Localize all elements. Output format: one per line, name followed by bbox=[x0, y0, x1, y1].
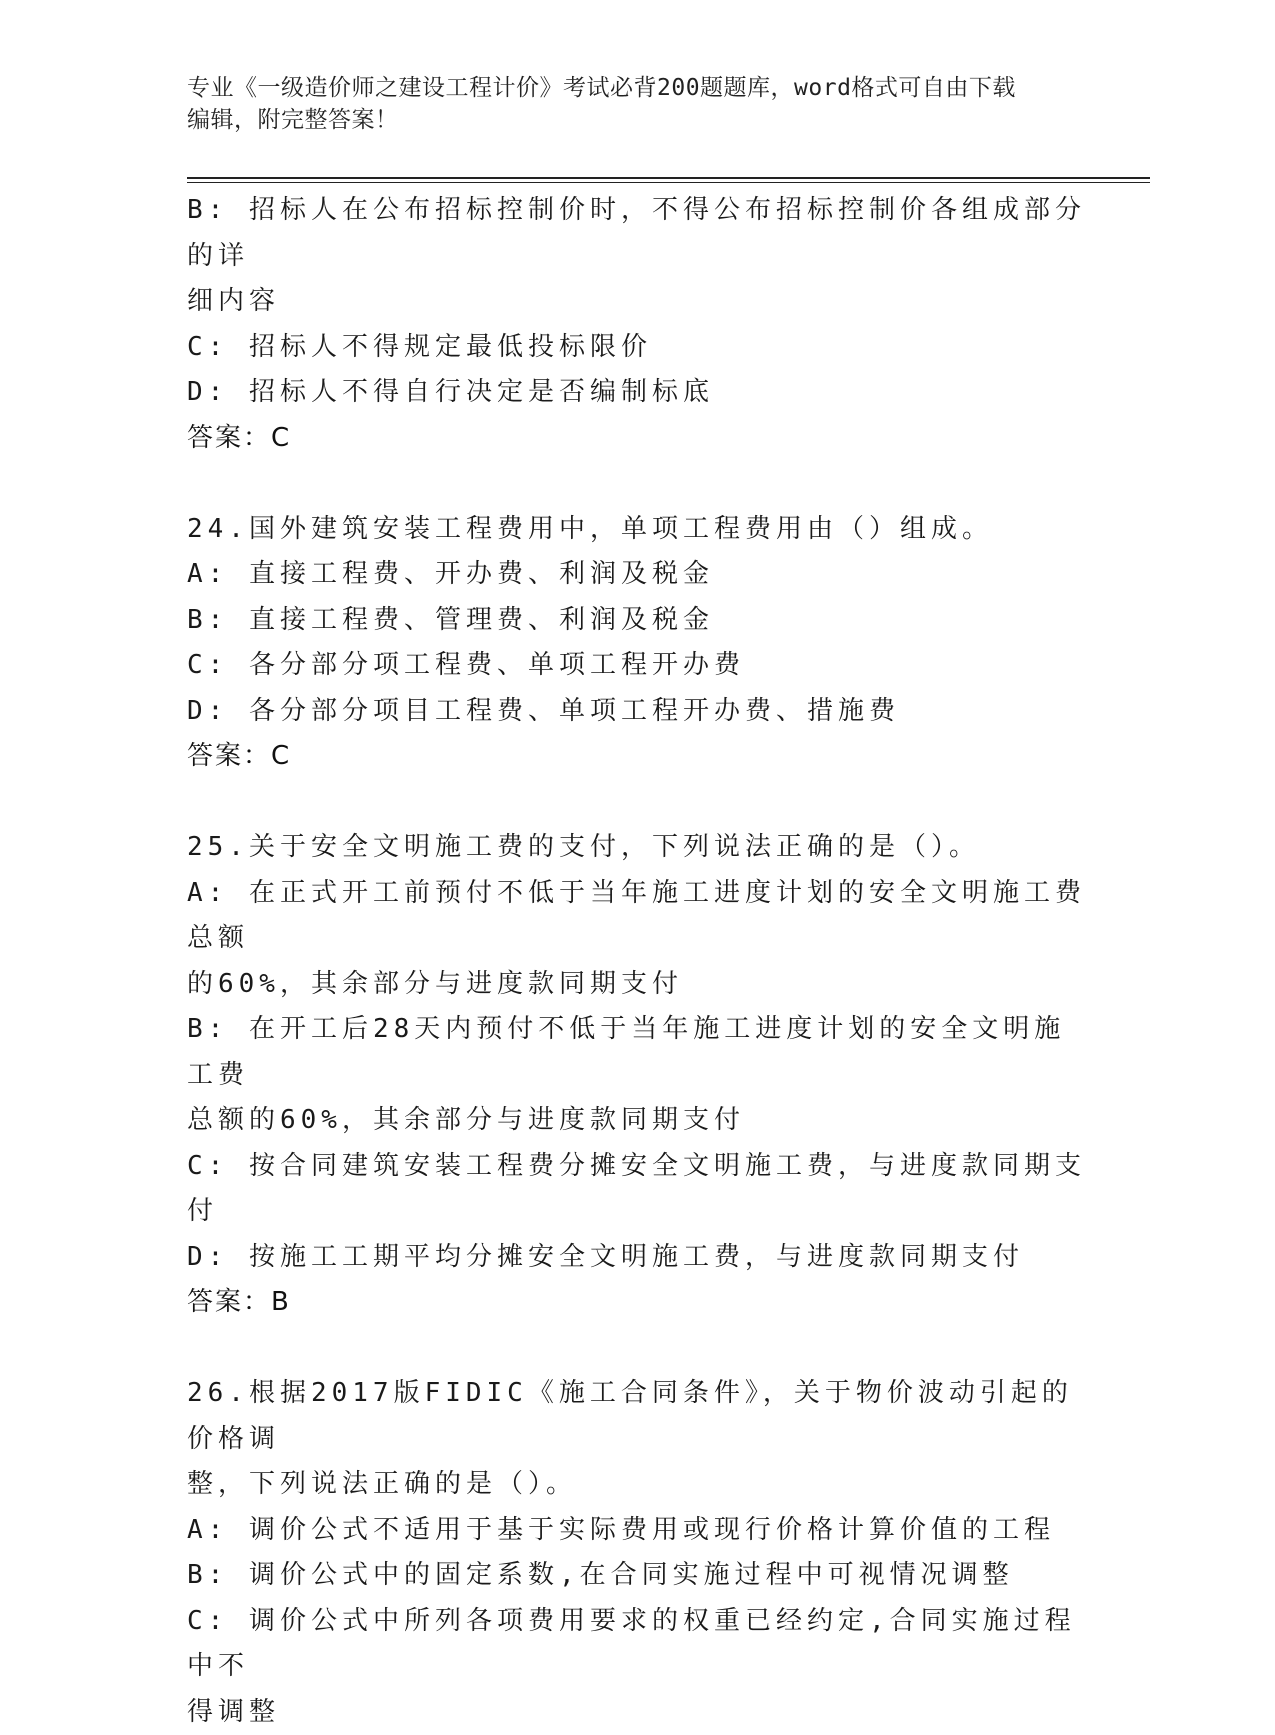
q25-option-b-line-2: 总额的60%，其余部分与进度款同期支付 bbox=[187, 1098, 1087, 1144]
q25-answer: 答案：B bbox=[187, 1280, 1087, 1326]
q24-option-d: D: 各分部分项目工程费、单项工程开办费、措施费 bbox=[187, 689, 1087, 735]
q24-option-b: B: 直接工程费、管理费、利润及税金 bbox=[187, 598, 1087, 644]
q26-question-line-1: 26.根据2017版FIDIC《施工合同条件》，关于物价波动引起的价格调 bbox=[187, 1371, 1087, 1462]
document-header bbox=[187, 72, 1087, 136]
q23-option-d: D: 招标人不得自行决定是否编制标底 bbox=[187, 370, 1087, 416]
q23-option-b-line-2: 细内容 bbox=[187, 279, 1087, 325]
q25-option-c: C: 按合同建筑安装工程费分摊安全文明施工费，与进度款同期支付 bbox=[187, 1144, 1087, 1235]
q25-question: 25.关于安全文明施工费的支付，下列说法正确的是（）。 bbox=[187, 825, 1087, 871]
q24-question: 24.国外建筑安装工程费用中，单项工程费用由（）组成。 bbox=[187, 507, 1087, 553]
q23-option-b-line-1: B: 招标人在公布招标控制价时，不得公布招标控制价各组成部分的详 bbox=[187, 188, 1087, 279]
q23-option-c: C: 招标人不得规定最低投标限价 bbox=[187, 325, 1087, 371]
question-content bbox=[187, 188, 1087, 1735]
header-line-2: 编辑，附完整答案！ bbox=[187, 104, 1087, 136]
header-divider-thin bbox=[187, 182, 1150, 183]
q24-option-a: A: 直接工程费、开办费、利润及税金 bbox=[187, 552, 1087, 598]
spacer bbox=[187, 780, 1087, 826]
q26-option-a: A: 调价公式不适用于基于实际费用或现行价格计算价值的工程 bbox=[187, 1508, 1087, 1554]
question-25-block bbox=[187, 825, 1087, 1326]
question-24-block bbox=[187, 507, 1087, 780]
spacer bbox=[187, 1326, 1087, 1372]
q25-option-d: D: 按施工工期平均分摊安全文明施工费，与进度款同期支付 bbox=[187, 1235, 1087, 1281]
q26-option-b: B: 调价公式中的固定系数,在合同实施过程中可视情况调整 bbox=[187, 1553, 1087, 1599]
q26-question-line-2: 整，下列说法正确的是（）。 bbox=[187, 1462, 1087, 1508]
header-line-1: 专业《一级造价师之建设工程计价》考试必背200题题库，word格式可自由下载 bbox=[187, 72, 1087, 104]
q24-option-c: C: 各分部分项工程费、单项工程开办费 bbox=[187, 643, 1087, 689]
spacer bbox=[187, 461, 1087, 507]
q23-answer: 答案：C bbox=[187, 416, 1087, 462]
q24-answer: 答案：C bbox=[187, 734, 1087, 780]
q25-option-a-line-2: 的60%，其余部分与进度款同期支付 bbox=[187, 962, 1087, 1008]
header-divider-thick bbox=[187, 177, 1150, 179]
q26-option-c-line-1: C: 调价公式中所列各项费用要求的权重已经约定,合同实施过程中不 bbox=[187, 1599, 1087, 1690]
question-23-block bbox=[187, 188, 1087, 461]
question-26-block bbox=[187, 1371, 1087, 1735]
q25-option-a-line-1: A: 在正式开工前预付不低于当年施工进度计划的安全文明施工费总额 bbox=[187, 871, 1087, 962]
q26-option-c-line-2: 得调整 bbox=[187, 1690, 1087, 1735]
q25-option-b-line-1: B: 在开工后28天内预付不低于当年施工进度计划的安全文明施工费 bbox=[187, 1007, 1087, 1098]
